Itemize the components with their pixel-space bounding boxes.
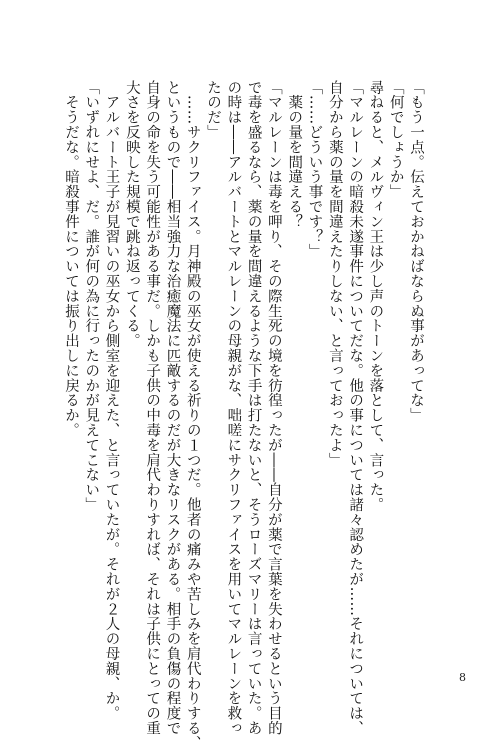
text-line: 「もう一点。伝えておかねばならぬ事があってな」 bbox=[408, 80, 424, 423]
text-line: 大さを反映した規模で跳ね返ってくる。 bbox=[123, 80, 140, 349]
text-line: の時は――アルバートとマルレーンの母親がな、咄嗟にサクリファイスを用いてマルレーンを救っ bbox=[225, 80, 242, 736]
text-line: 自身の命を失う可能性がある事だ。しかも子供の中毒を肩代わりすれば、それは子供にとっての重 bbox=[144, 80, 161, 736]
text-line: アルバート王子が見習いの巫女から側室を迎えた、と言っていたが。それが２人の母親、か。 bbox=[103, 80, 120, 721]
text-line: ……サクリファイス。月神殿の巫女が使える祈りの１つだ。他者の痛みや苦しみを肩代わりする、 bbox=[184, 80, 201, 751]
text-line: 「マルレーンは毒を呷り、その際生死の境を彷徨ったが――自分が薬で言葉を失わせるという目的 bbox=[265, 80, 282, 736]
text-line: 「……どういう事です？」 bbox=[306, 80, 323, 259]
text-line: 「何でしょうか」 bbox=[387, 80, 404, 200]
text-line: そうだな。暗殺事件については振り出しに戻るか。 bbox=[62, 80, 79, 438]
vertical-text-block bbox=[62, 80, 426, 751]
text-line: 尋ねると、メルヴィン王は少し声のトーンを落として、言った。 bbox=[367, 80, 384, 513]
text-line: 薬の量を間違える？ bbox=[286, 80, 303, 229]
text-line: というもので――相当強力な治癒魔法に匹敵するのだが大きなリスクがある。相手の負傷の程度で bbox=[164, 80, 181, 736]
page-number: 8 bbox=[459, 671, 466, 684]
text-line: たのだ」 bbox=[205, 80, 222, 140]
text-line: 「いずれにせよ、だ。誰が何の為に行ったのかが見えてこない」 bbox=[83, 80, 100, 513]
text-line: 「マルレーンの暗殺未遂事件についてだな。他の事については諸々認めたが……それについては、 bbox=[347, 80, 364, 736]
text-line: で毒を盛るなら、薬の量を間違えるような下手は打たないと、そうローズマリーは言っていた。あ bbox=[245, 80, 262, 736]
text-line: 自分から薬の量を間違えたりしない、と言っておったよ」 bbox=[326, 80, 343, 468]
